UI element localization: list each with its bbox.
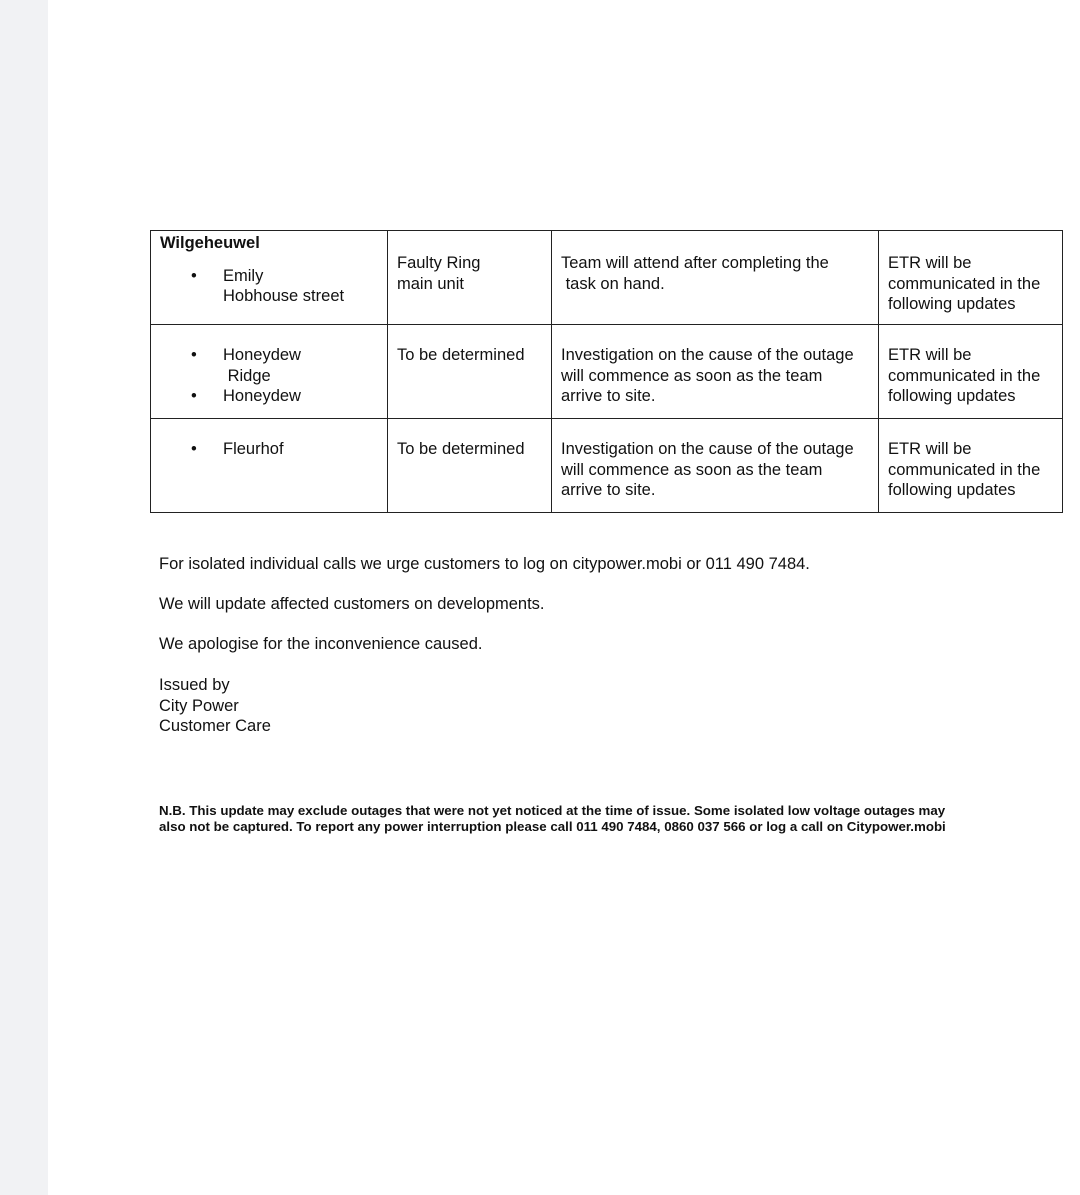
description-line: arrive to site. bbox=[561, 481, 656, 499]
bullet-icon: • bbox=[191, 346, 197, 364]
issuer-name: City Power bbox=[159, 696, 239, 715]
cause-line: To be determined bbox=[397, 440, 525, 458]
area-cell bbox=[151, 419, 388, 513]
list-item bbox=[151, 266, 387, 307]
issued-by-block bbox=[159, 675, 271, 737]
etr-line: ETR will be bbox=[888, 346, 972, 364]
bullet-icon: • bbox=[191, 266, 197, 285]
suburb-title: Wilgeheuwel bbox=[160, 234, 260, 252]
street-list bbox=[151, 439, 387, 460]
area-name: Honeydew bbox=[223, 346, 301, 364]
description-line: Investigation on the cause of the outage bbox=[561, 346, 854, 364]
street-name: Emily bbox=[223, 266, 264, 285]
etr-line: following updates bbox=[888, 295, 1016, 313]
list-item bbox=[151, 386, 387, 407]
description-cell bbox=[552, 325, 879, 419]
nb-note bbox=[159, 803, 1019, 835]
street-name-continued: Hobhouse street bbox=[223, 287, 345, 305]
etr-cell bbox=[879, 231, 1063, 325]
nb-note-line: N.B. This update may exclude outages that were not yet noticed at the time of issue. Some isolated low voltage outages may bbox=[159, 803, 946, 818]
area-name: Fleurhof bbox=[223, 440, 284, 458]
area-cell bbox=[151, 325, 388, 419]
etr-line: following updates bbox=[888, 387, 1016, 405]
etr-line: communicated in the bbox=[888, 274, 1041, 293]
cause-cell bbox=[388, 325, 552, 419]
description-line: Team will attend after completing the bbox=[561, 254, 829, 272]
isolated-calls-paragraph: For isolated individual calls we urge customers to log on citypower.mobi or 011 490 7484. bbox=[159, 555, 810, 573]
outage-table bbox=[150, 230, 1063, 513]
nb-note-line: also not be captured. To report any power interruption please call 011 490 7484, 0860 037 566 or log a call on Citypower.mobi bbox=[159, 819, 946, 834]
etr-line: following updates bbox=[888, 481, 1016, 499]
etr-cell bbox=[879, 419, 1063, 513]
issued-by-line: Issued by bbox=[159, 676, 230, 694]
table-row bbox=[151, 231, 1063, 325]
cause-line: To be determined bbox=[397, 346, 525, 364]
area-name-continued: Ridge bbox=[223, 366, 271, 385]
street-list bbox=[151, 266, 387, 307]
etr-line: ETR will be bbox=[888, 254, 972, 272]
bullet-icon: • bbox=[191, 387, 197, 405]
issuer-department: Customer Care bbox=[159, 717, 271, 735]
table-row bbox=[151, 419, 1063, 513]
list-item bbox=[151, 439, 387, 460]
etr-line: ETR will be bbox=[888, 440, 972, 458]
etr-line: communicated in the bbox=[888, 366, 1041, 385]
description-line: will commence as soon as the team bbox=[561, 366, 823, 385]
updates-paragraph: We will update affected customers on developments. bbox=[159, 595, 545, 613]
description-line: arrive to site. bbox=[561, 387, 656, 405]
cause-cell bbox=[388, 419, 552, 513]
apology-paragraph: We apologise for the inconvenience caused. bbox=[159, 635, 483, 653]
cause-line: Faulty Ring bbox=[397, 254, 481, 272]
area-name: Honeydew bbox=[223, 387, 301, 405]
left-gutter bbox=[0, 0, 48, 1195]
area-cell bbox=[151, 231, 388, 325]
etr-line: communicated in the bbox=[888, 460, 1041, 479]
description-line: task on hand. bbox=[561, 274, 665, 293]
description-line: Investigation on the cause of the outage bbox=[561, 440, 854, 458]
cause-line: main unit bbox=[397, 274, 464, 293]
table-row bbox=[151, 325, 1063, 419]
street-list bbox=[151, 345, 387, 407]
description-line: will commence as soon as the team bbox=[561, 460, 823, 479]
bullet-icon: • bbox=[191, 440, 197, 458]
cause-cell bbox=[388, 231, 552, 325]
etr-cell bbox=[879, 325, 1063, 419]
description-cell bbox=[552, 419, 879, 513]
description-cell bbox=[552, 231, 879, 325]
list-item bbox=[151, 345, 387, 386]
